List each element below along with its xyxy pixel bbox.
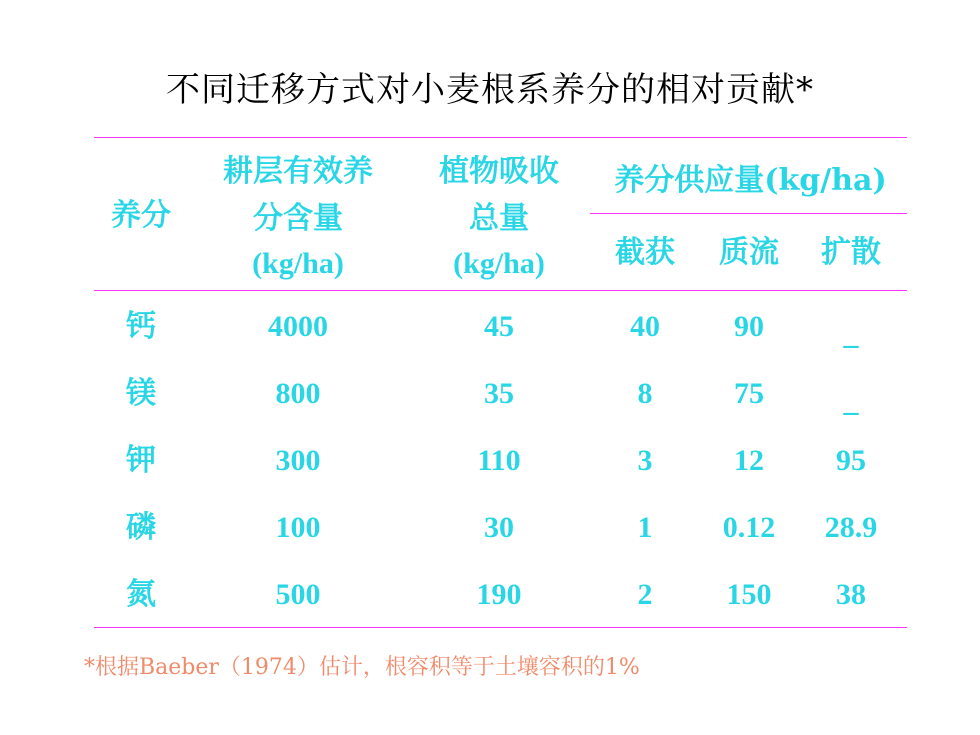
cell-diffusion: 28.9 — [824, 511, 878, 544]
header-nutrient: 养分 — [111, 198, 171, 233]
header-diffusion: 扩散 — [821, 235, 881, 270]
cell-interception: 3 — [637, 444, 653, 477]
supply-sub-rule — [590, 213, 907, 214]
cell-diffusion: _ — [843, 318, 859, 351]
header-massflow: 质流 — [719, 235, 779, 270]
cell-massflow: 0.12 — [722, 511, 776, 544]
cell-diffusion: 95 — [836, 444, 866, 477]
cell-diffusion: 38 — [836, 578, 866, 611]
cell-soil-content: 100 — [275, 511, 321, 544]
cell-plant-uptake: 45 — [484, 310, 514, 343]
header-interception: 截获 — [615, 235, 675, 270]
cell-interception: 40 — [630, 310, 660, 343]
cell-nutrient: 磷 — [126, 510, 156, 545]
header-soil-content-line1: 耕层有效养 — [223, 154, 373, 189]
cell-soil-content: 4000 — [268, 310, 328, 343]
cell-massflow: 75 — [734, 377, 764, 410]
header-supply-label: 养分供应量(kg/ha) — [614, 163, 887, 198]
header-plant-uptake-line1: 植物吸收 — [439, 154, 559, 189]
table-bottom-rule — [94, 627, 907, 628]
cell-plant-uptake: 190 — [476, 578, 522, 611]
page-title: 不同迁移方式对小麦根系养分的相对贡献* — [166, 70, 814, 110]
cell-interception: 8 — [637, 377, 653, 410]
cell-soil-content: 300 — [275, 444, 321, 477]
header-bottom-rule — [94, 290, 907, 291]
cell-plant-uptake: 110 — [477, 444, 521, 477]
header-plant-uptake-unit: (kg/ha) — [453, 247, 545, 280]
cell-massflow: 150 — [726, 578, 772, 611]
header-plant-uptake-line2: 总量 — [469, 201, 529, 236]
cell-diffusion: _ — [843, 385, 859, 418]
table-top-rule — [94, 137, 907, 138]
cell-plant-uptake: 35 — [484, 377, 514, 410]
cell-massflow: 12 — [734, 444, 764, 477]
cell-massflow: 90 — [734, 310, 764, 343]
cell-plant-uptake: 30 — [484, 511, 514, 544]
cell-nutrient: 钾 — [126, 443, 156, 478]
cell-interception: 2 — [637, 578, 653, 611]
cell-nutrient: 氮 — [126, 577, 156, 612]
header-soil-content-unit: (kg/ha) — [252, 247, 344, 280]
footnote: *根据Baeber（1974）估计，根容积等于土壤容积的1% — [84, 655, 640, 680]
cell-nutrient: 钙 — [126, 309, 156, 344]
header-soil-content-line2: 分含量 — [253, 201, 343, 236]
cell-soil-content: 800 — [275, 377, 321, 410]
cell-interception: 1 — [637, 511, 653, 544]
cell-nutrient: 镁 — [126, 376, 156, 411]
header-supply — [594, 163, 907, 199]
cell-soil-content: 500 — [275, 578, 321, 611]
